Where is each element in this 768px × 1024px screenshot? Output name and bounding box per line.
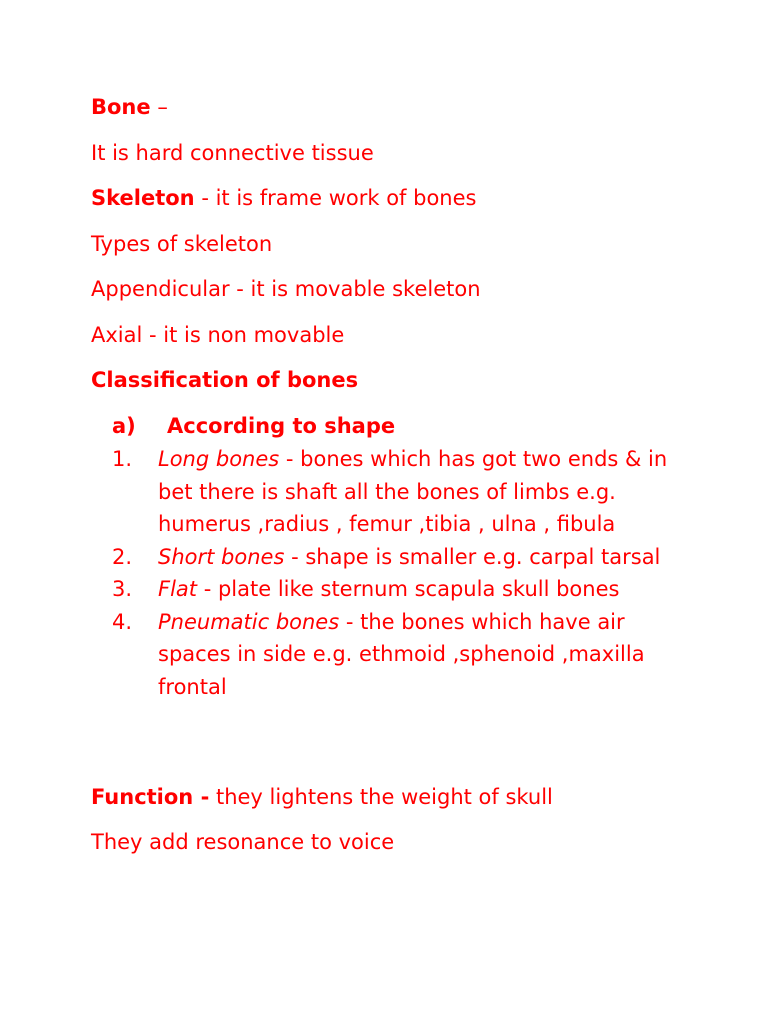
sub-heading-text: According to shape [167, 414, 396, 438]
list-item [0, 443, 768, 541]
bone-dash: – [150, 95, 168, 119]
function-term: Function - [91, 785, 210, 809]
types-of-skeleton: Types of skeleton [91, 232, 273, 256]
list-item-term: Short bones [158, 544, 285, 569]
bone-term: Bone [91, 95, 151, 119]
function-line [91, 781, 553, 813]
bone-type-list [0, 443, 768, 703]
list-item-description: - shape is smaller e.g. carpal tarsal [284, 544, 661, 569]
list-item-description: - the bones which have air spaces in side e.g. ethmoid ,sphenoid ,maxilla frontal [158, 609, 645, 699]
list-item-description: - plate like sternum scapula skull bones [197, 577, 620, 601]
list-item-description: - bones which has got two ends & in bet there is shaft all the bones of limbs e.g. humerus ,radius , femur ,tibia , ulna , fibula [158, 447, 668, 536]
list-item [0, 606, 768, 704]
appendicular-line: Appendicular - it is movable skeleton [91, 277, 481, 301]
bone-heading [91, 91, 168, 123]
list-item-term: Long bones [158, 447, 280, 471]
list-item [0, 541, 768, 574]
list-item-number: 3. [112, 577, 133, 601]
skeleton-line [91, 182, 476, 214]
resonance-line: They add resonance to voice [91, 830, 395, 854]
bone-definition: It is hard connective tissue [91, 141, 374, 165]
function-description: they lightens the weight of skull [209, 785, 553, 809]
classification-heading: Classification of bones [91, 368, 359, 392]
skeleton-term: Skeleton [91, 186, 195, 210]
list-item-number: 1. [112, 447, 133, 471]
list-item [0, 573, 768, 606]
list-item-number: 2. [112, 544, 133, 569]
list-item-term: Pneumatic bones [158, 609, 340, 634]
skeleton-definition: - it is frame work of bones [194, 186, 477, 210]
sub-heading-marker: a) [112, 414, 136, 438]
list-item-number: 4. [112, 609, 133, 634]
list-item-term: Flat [158, 577, 198, 601]
axial-line: Axial - it is non movable [91, 323, 345, 347]
